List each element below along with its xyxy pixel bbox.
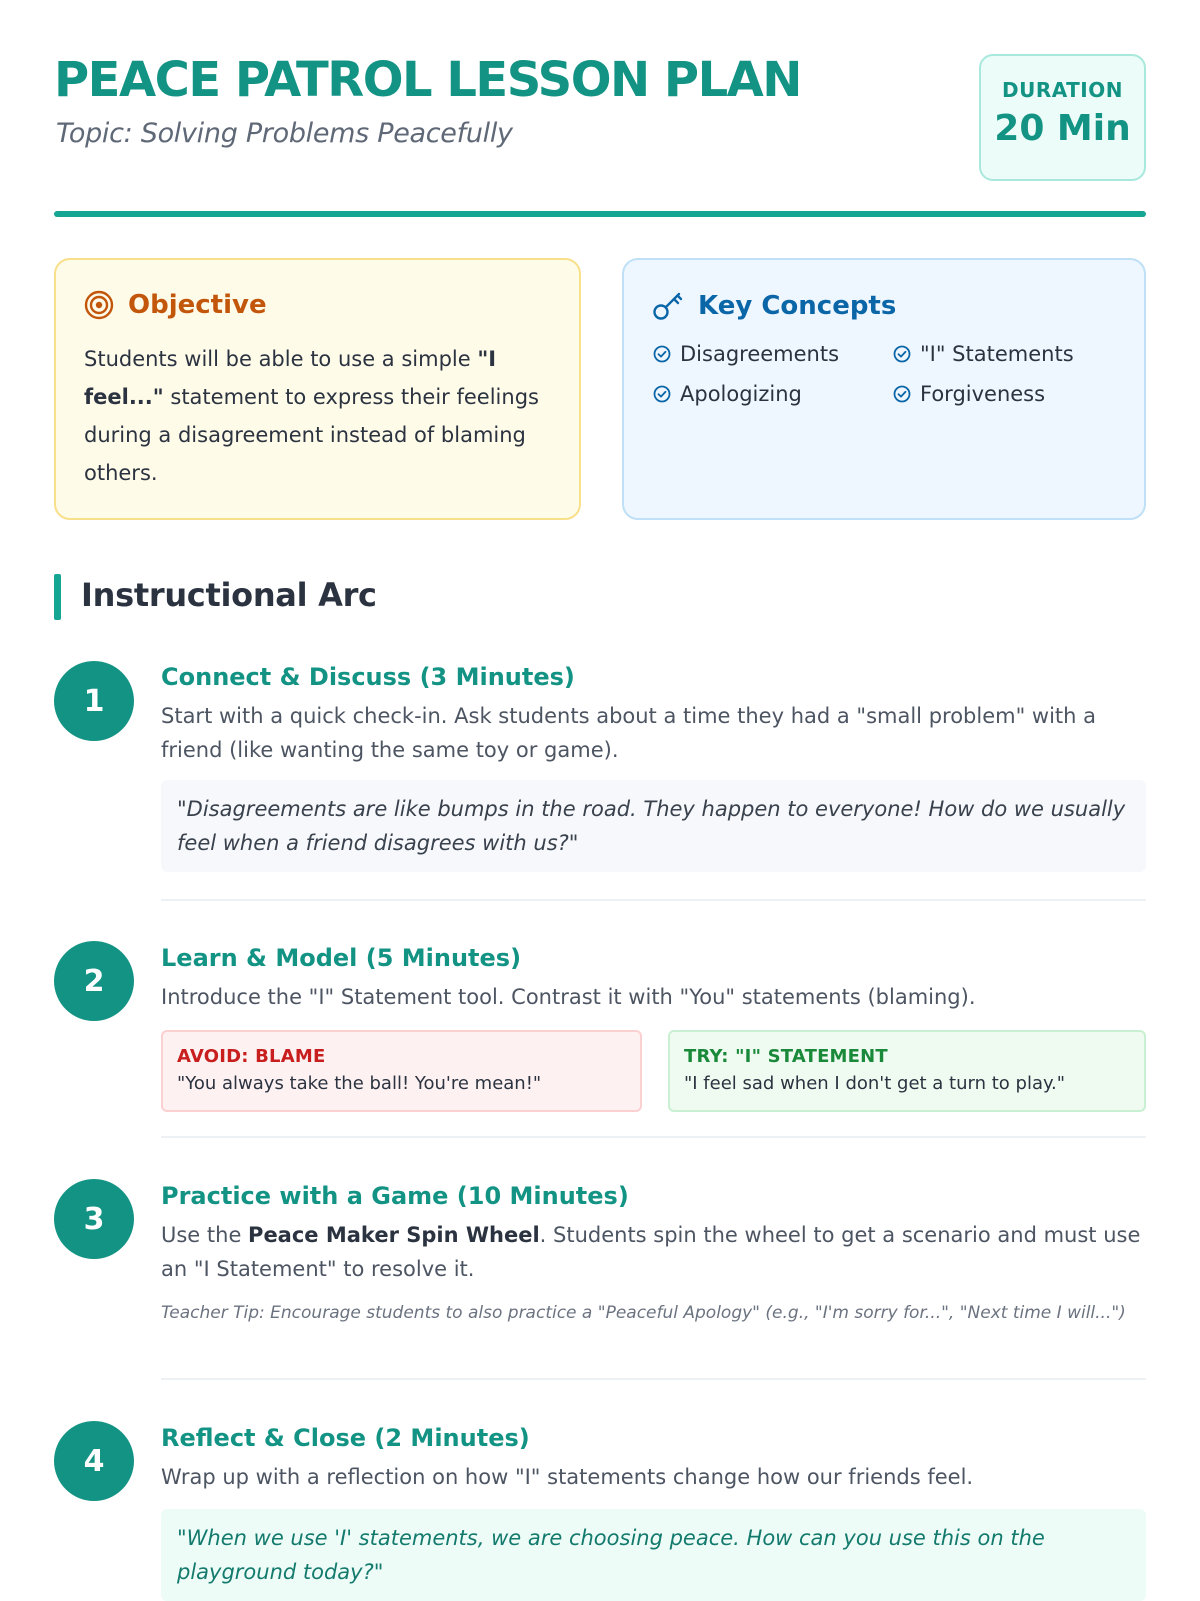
step-title: Practice with a Game (10 Minutes) <box>161 1182 629 1210</box>
key-concepts-card <box>622 258 1146 520</box>
step-title: Learn & Model (5 Minutes) <box>161 944 522 972</box>
objective-text-bold: "I feel..." <box>84 347 497 409</box>
objective-text-end: statement to express their feelings during a disagreement instead of blaming others. <box>84 385 539 485</box>
check-circle-icon <box>652 344 672 364</box>
header-divider <box>54 211 1146 217</box>
objective-header <box>84 290 267 320</box>
step-number-badge: 3 <box>54 1179 134 1259</box>
concept-item <box>892 382 1122 406</box>
avoid-blame-box <box>161 1030 642 1112</box>
step-title: Connect & Discuss (3 Minutes) <box>161 663 575 691</box>
target-icon <box>84 290 114 320</box>
page-title: PEACE PATROL LESSON PLAN <box>54 52 801 108</box>
key-icon <box>652 290 684 322</box>
step-divider <box>161 1378 1146 1380</box>
step-number-badge: 2 <box>54 941 134 1021</box>
step-description <box>161 1218 1146 1286</box>
objective-text-start: Students will be able to use a simple <box>84 347 478 371</box>
teacher-tip: Teacher Tip: Encourage students to also practice a "Peaceful Apology" (e.g., "I'm sorry for...", "Next time I will...") <box>161 1303 1126 1323</box>
step-description: Introduce the "I" Statement tool. Contrast it with "You" statements (blaming). <box>161 985 976 1009</box>
avoid-example: "You always take the ball! You're mean!" <box>177 1073 542 1094</box>
step-description: Start with a quick check-in. Ask students about a time they had a "small problem" with a friend (like wanting the same toy or game). <box>161 704 1097 762</box>
concept-item <box>652 382 892 406</box>
step-number-badge: 1 <box>54 661 134 741</box>
check-circle-icon <box>652 384 672 404</box>
key-concepts-header <box>652 290 896 322</box>
try-i-statement-box <box>668 1030 1146 1112</box>
reflection-quote: "When we use 'I' statements, we are choosing peace. How can you use this on the playground today?" <box>161 1509 1146 1601</box>
step-divider <box>161 1136 1146 1138</box>
objective-text <box>84 340 554 492</box>
concept-label: "I" Statements <box>920 342 1074 366</box>
page-subtitle: Topic: Solving Problems Peacefully <box>56 118 513 149</box>
concept-label: Forgiveness <box>920 382 1046 406</box>
section-accent-bar <box>54 574 61 620</box>
section-title: Instructional Arc <box>81 576 377 614</box>
concept-item <box>892 342 1122 366</box>
check-circle-icon <box>892 344 912 364</box>
step-number-badge: 4 <box>54 1421 134 1501</box>
duration-label: DURATION <box>1002 78 1123 102</box>
avoid-label: AVOID: BLAME <box>177 1046 326 1067</box>
key-concepts-heading: Key Concepts <box>698 291 897 321</box>
game-name: Peace Maker Spin Wheel <box>248 1223 540 1247</box>
key-concepts-list <box>652 342 1122 406</box>
step-description: Wrap up with a reflection on how "I" statements change how our friends feel. <box>161 1465 974 1489</box>
step-title: Reflect & Close (2 Minutes) <box>161 1424 530 1452</box>
concept-item <box>652 342 892 366</box>
try-example: "I feel sad when I don't get a turn to play." <box>684 1073 1066 1094</box>
discussion-quote: "Disagreements are like bumps in the road. They happen to everyone! How do we usually feel when a friend disagrees with us?" <box>161 780 1146 872</box>
step-text-start: Use the <box>161 1223 249 1247</box>
check-circle-icon <box>892 384 912 404</box>
try-label: TRY: "I" STATEMENT <box>684 1046 888 1067</box>
concept-label: Disagreements <box>680 342 840 366</box>
objective-heading: Objective <box>128 290 267 320</box>
step-text-end: . Students spin the wheel to get a scenario and must use an "I Statement" to resolve it. <box>161 1223 1141 1281</box>
concept-label: Apologizing <box>680 382 802 406</box>
duration-badge <box>979 54 1146 181</box>
objective-card <box>54 258 581 520</box>
duration-value: 20 Min <box>994 108 1131 149</box>
step-divider <box>161 899 1146 901</box>
